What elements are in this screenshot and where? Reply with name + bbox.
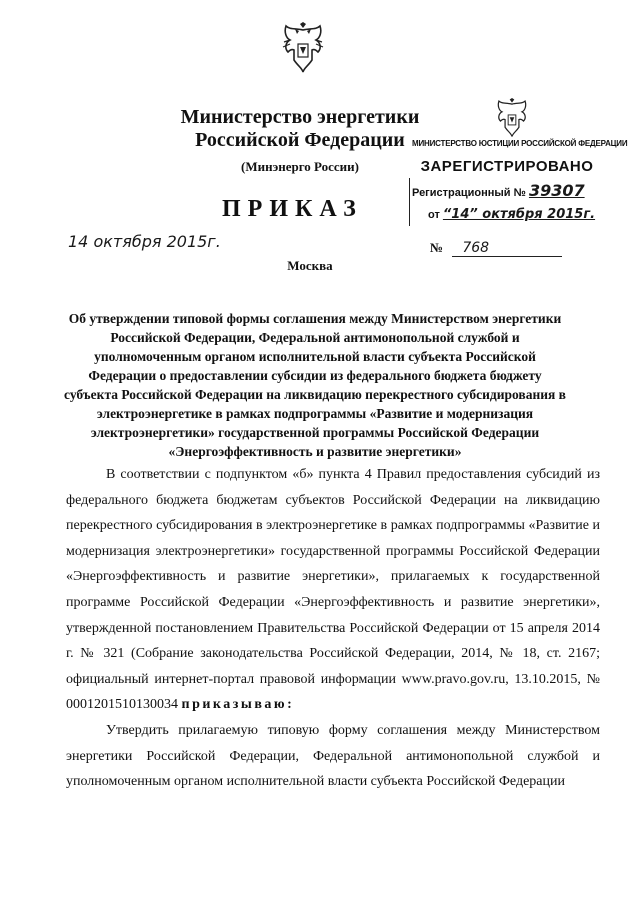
city: Москва xyxy=(287,258,333,273)
stamp-organization: МИНИСТЕРСТВО ЮСТИЦИИ РОССИЙСКОЙ ФЕДЕРАЦИИ xyxy=(412,139,628,148)
order-heading: ПРИКАЗ xyxy=(222,196,363,222)
order-number-row xyxy=(430,240,562,257)
stamp-registration-label: Регистрационный № xyxy=(412,187,526,199)
coat-of-arms-icon xyxy=(280,22,326,74)
ministry-name-line2: Российской Федерации xyxy=(195,129,405,151)
order-number-label: № xyxy=(430,240,444,255)
ministry-name xyxy=(150,106,450,152)
document-title: Об утверждении типовой формы соглашения между Министерством энергетики Российской Федерации, Федеральной антимонопольной службой и уполномоченным органом исполнительной власти субъекта Российской Федерации о предоставлении субсидии из федерального бюджета бюджету субъекта Российской Федерации на ликвидацию перекрестного субсидирования в электроэнергетике в рамках подпрограммы «Развитие и модернизация электроэнергетики» государственной программы Российской Федерации «Энергоэффективность и развитие энергетики» xyxy=(64,311,566,459)
document-body xyxy=(66,462,600,795)
stamp-coat-of-arms-icon xyxy=(493,98,531,138)
stamp-date-row xyxy=(412,207,602,222)
order-date-handwritten: 14 октября 2015г. xyxy=(68,232,221,251)
ministry-name-line1: Министерство энергетики xyxy=(180,106,420,128)
stamp-date-value: “14” октября 2015г. xyxy=(442,207,596,222)
order-directive: приказываю: xyxy=(181,697,295,713)
stamp-registration-row xyxy=(412,181,602,200)
body-paragraph-1 xyxy=(66,462,600,718)
body-paragraph-1-text: В соответствии с подпунктом «б» пункта 4 Правил предоставления субсидий из федерального бюджета бюджетам субъектов Российской Федерации на ликвидацию перекрестного субсидирования в электроэнергетике в рамках подпрограммы «Развитие и модернизация электроэнергетики» государственной программы Российской Федерации «Энергоэффективность и развитие энергетики», прилагаемых к государственной программе Российской Федерации «Энергоэффективность и развитие энергетики», утвержденной постановлением Правительства Российской Федерации от 15 апреля 2014 г. № 321 (Собрание законодательства Российской Федерации, 2014, № 18, ст. 2167; официальный интернет-портал правовой информации www.pravo.gov.ru, 13.10.2015, № 0001201510130034 xyxy=(66,467,600,713)
stamp-date-label: от xyxy=(428,209,440,221)
stamp-status: ЗАРЕГИСТРИРОВАНО xyxy=(420,158,594,175)
stamp-registration-number: 39307 xyxy=(528,181,585,200)
ministry-short-name: (Минэнерго России) xyxy=(241,159,359,174)
registration-stamp xyxy=(412,139,628,222)
order-number-value: 768 xyxy=(452,240,562,257)
stamp-border xyxy=(409,178,410,226)
body-paragraph-2: Утвердить прилагаемую типовую форму соглашения между Министерством энергетики Российской Федерации, Федеральной антимонопольной службой и уполномоченным органом исполнительной власти субъекта Российской Федерации xyxy=(66,722,600,790)
